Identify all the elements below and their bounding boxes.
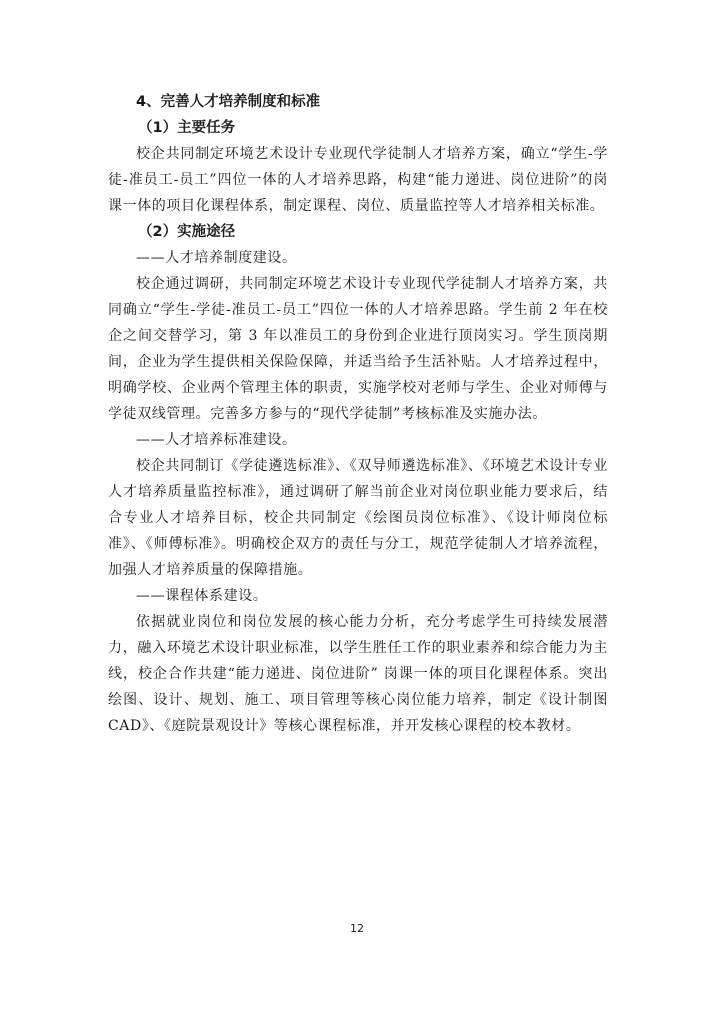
paragraph-training-standards: 校企共同制订《学徒遴选标准》、《双导师遴选标准》、《环境艺术设计专业人才培养质量监控标准》，通过调研了解当前企业对岗位职业能力要求后，结合专业人才培养目标，校企共同制定《绘图员岗位标准》、《设计师岗位标准》、《师傅标准》。明确校企双方的责任与分工，规范学徒制人才培养流程，加强人才培养质量的保障措施。 bbox=[108, 458, 608, 578]
item-heading-training-system: ——人才培养制度建设。 bbox=[136, 250, 297, 266]
subsection-title-main-tasks: （1）主要任务 bbox=[138, 120, 236, 136]
paragraph-main-tasks: 校企共同制定环境艺术设计专业现代学徒制人才培养方案，确立“学生-学徒-准员工-员工”四位一体的人才培养思路，构建“能力递进、岗位进阶”的岗课一体的项目化课程体系，制定课程、岗位、质量监控等人才培养相关标准。 bbox=[108, 146, 608, 214]
subsection-title-implementation: （2）实施途径 bbox=[138, 224, 236, 240]
item-heading-curriculum-system: ——课程体系建设。 bbox=[136, 588, 268, 604]
paragraph-training-system: 校企通过调研，共同制定环境艺术设计专业现代学徒制人才培养方案，共同确立“学生-学徒-准员工-员工”四位一体的人才培养思路。学生前 2 年在校企之间交替学习，第 3 年以准员工的身份到企业进行顶岗实习。学生顶岗期间，企业为学生提供相关保险保障，并适当给予生活补贴。人才培养过程中，明确学校、企业两个管理主体的职责，实施学校对老师与学生、企业对师傅与学徒双线管理。完善多方参与的“现代学徒制”考核标准及实施办法。 bbox=[108, 276, 608, 422]
section-title: 4、完善人才培养制度和标准 bbox=[136, 94, 321, 110]
page-number: 12 bbox=[350, 922, 364, 935]
page-content bbox=[108, 89, 608, 739]
item-heading-training-standards: ——人才培养标准建设。 bbox=[136, 432, 297, 448]
paragraph-curriculum-system: 依据就业岗位和岗位发展的核心能力分析，充分考虑学生可持续发展潜力，融入环境艺术设计职业标准，以学生胜任工作的职业素养和综合能力为主线，校企合作共建“能力递进、岗位进阶” 岗课一体的项目化课程体系。突出绘图、设计、规划、施工、项目管理等核心岗位能力培养，制定《设计制图 CAD》、《庭院景观设计》等核心课程标准，并开发核心课程的校本教材。 bbox=[108, 614, 608, 734]
